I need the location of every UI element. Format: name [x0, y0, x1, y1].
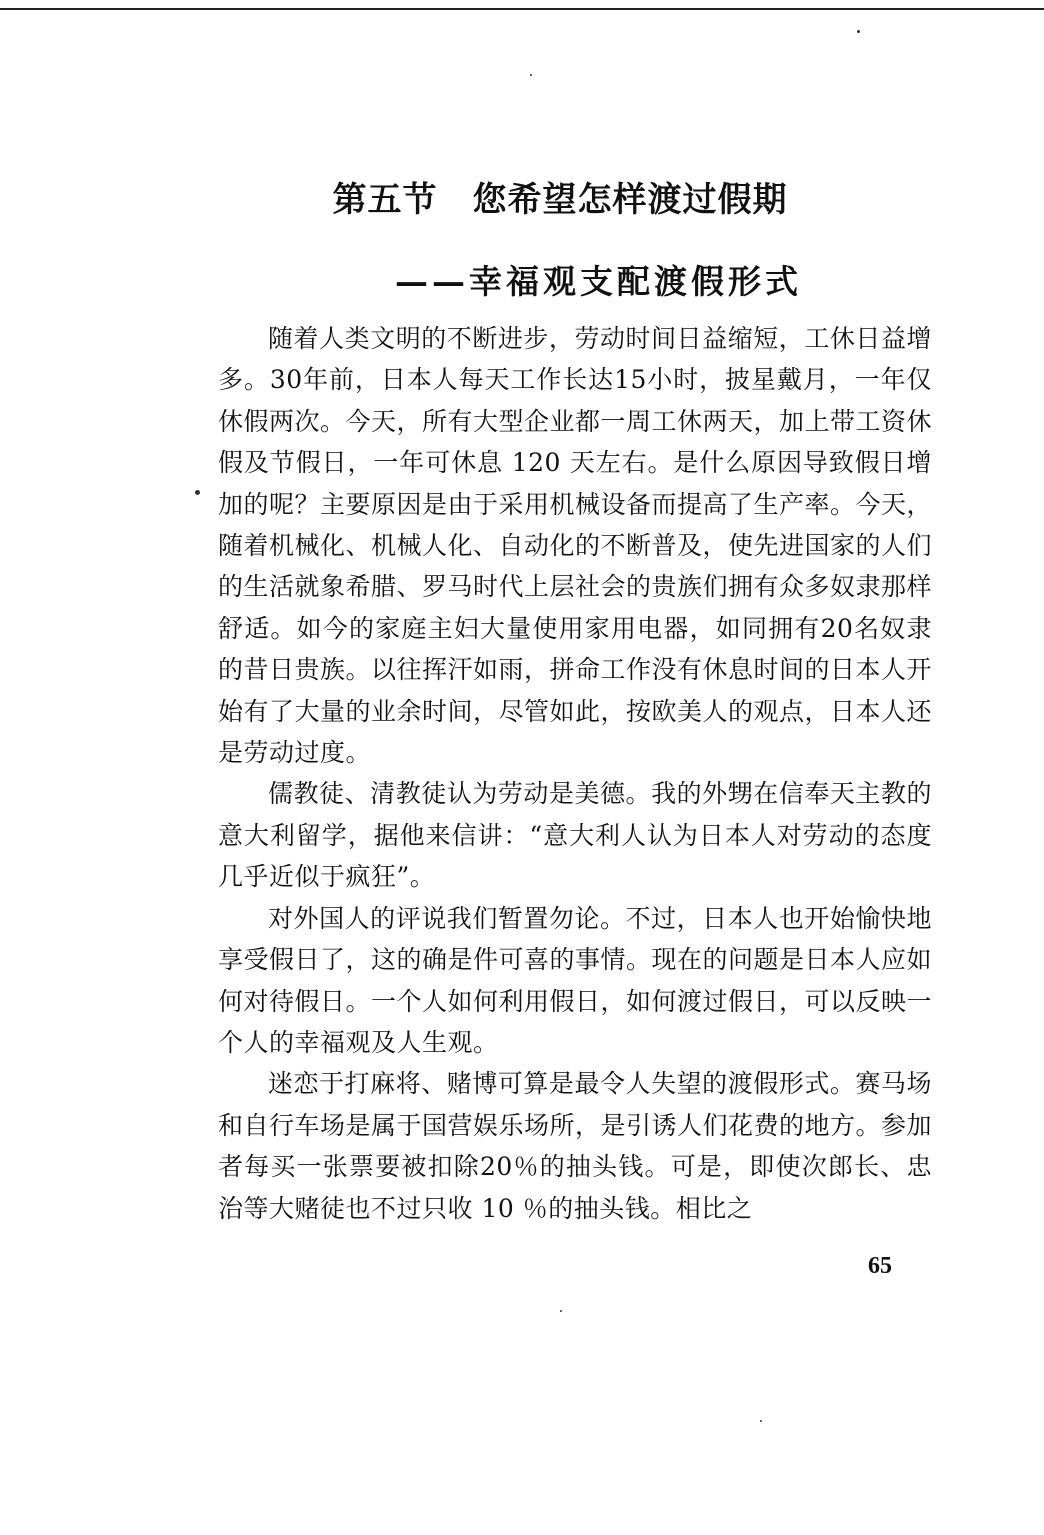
paragraph: 迷恋于打麻将、赌博可算是最令人失望的渡假形式。赛马场和自行车场是属于国营娱乐场所，是引诱人们花费的地方。参加者每买一张票要被扣除20％的抽头钱。可是，即使次郎长、忠治等大赌徒也不过只收 10 ％的抽头钱。相比之 — [218, 1069, 933, 1223]
paragraph: 儒教徒、清教徒认为劳动是美德。我的外甥在信奉天主教的意大利留学，据他来信讲：“意大利人认为日本人对劳动的态度几乎近似于疯狂”。 — [218, 779, 932, 892]
body-text — [218, 318, 932, 1229]
page-number: 65 — [868, 1253, 892, 1279]
scan-speck — [195, 490, 200, 495]
scan-speck — [760, 1420, 762, 1422]
top-scan-edge — [0, 8, 1044, 10]
scan-speck — [530, 74, 532, 76]
section-subtitle: ——幸福观支配渡假形式 — [395, 262, 802, 301]
scan-speck — [857, 30, 860, 33]
paragraph: 随着人类文明的不断进步，劳动时间日益缩短，工休日益增多。30年前，日本人每天工作长达15小时，披星戴月，一年仅休假两次。今天，所有大型企业都一周工休两天，加上带工资休假及节假日，一年可休息 120 天左右。是什么原因导致假日增加的呢？主要原因是由于采用机械设备而提高了生产率。今天，随着机械化、机械人化、自动化的不断普及，使先进国家的人们的生活就象希腊、罗马时代上层社会的贵族们拥有众多奴隶那样舒适。如今的家庭主妇大量使用家用电器，如同拥有20名奴隶的昔日贵族。以往挥汗如雨，拼命工作没有休息时间的日本人开始有了大量的业余时间，尽管如此，按欧美人的观点，日本人还是劳动过度。 — [218, 324, 933, 768]
scan-speck — [560, 1310, 562, 1312]
section-title: 第五节 您希望怎样渡过假期 — [332, 180, 788, 220]
paragraph: 对外国人的评说我们暂置勿论。不过，日本人也开始愉快地享受假日了，这的确是件可喜的事情。现在的问题是日本人应如何对待假日。一个人如何利用假日，如何渡过假日，可以反映一个人的幸福观及人生观。 — [218, 903, 933, 1057]
